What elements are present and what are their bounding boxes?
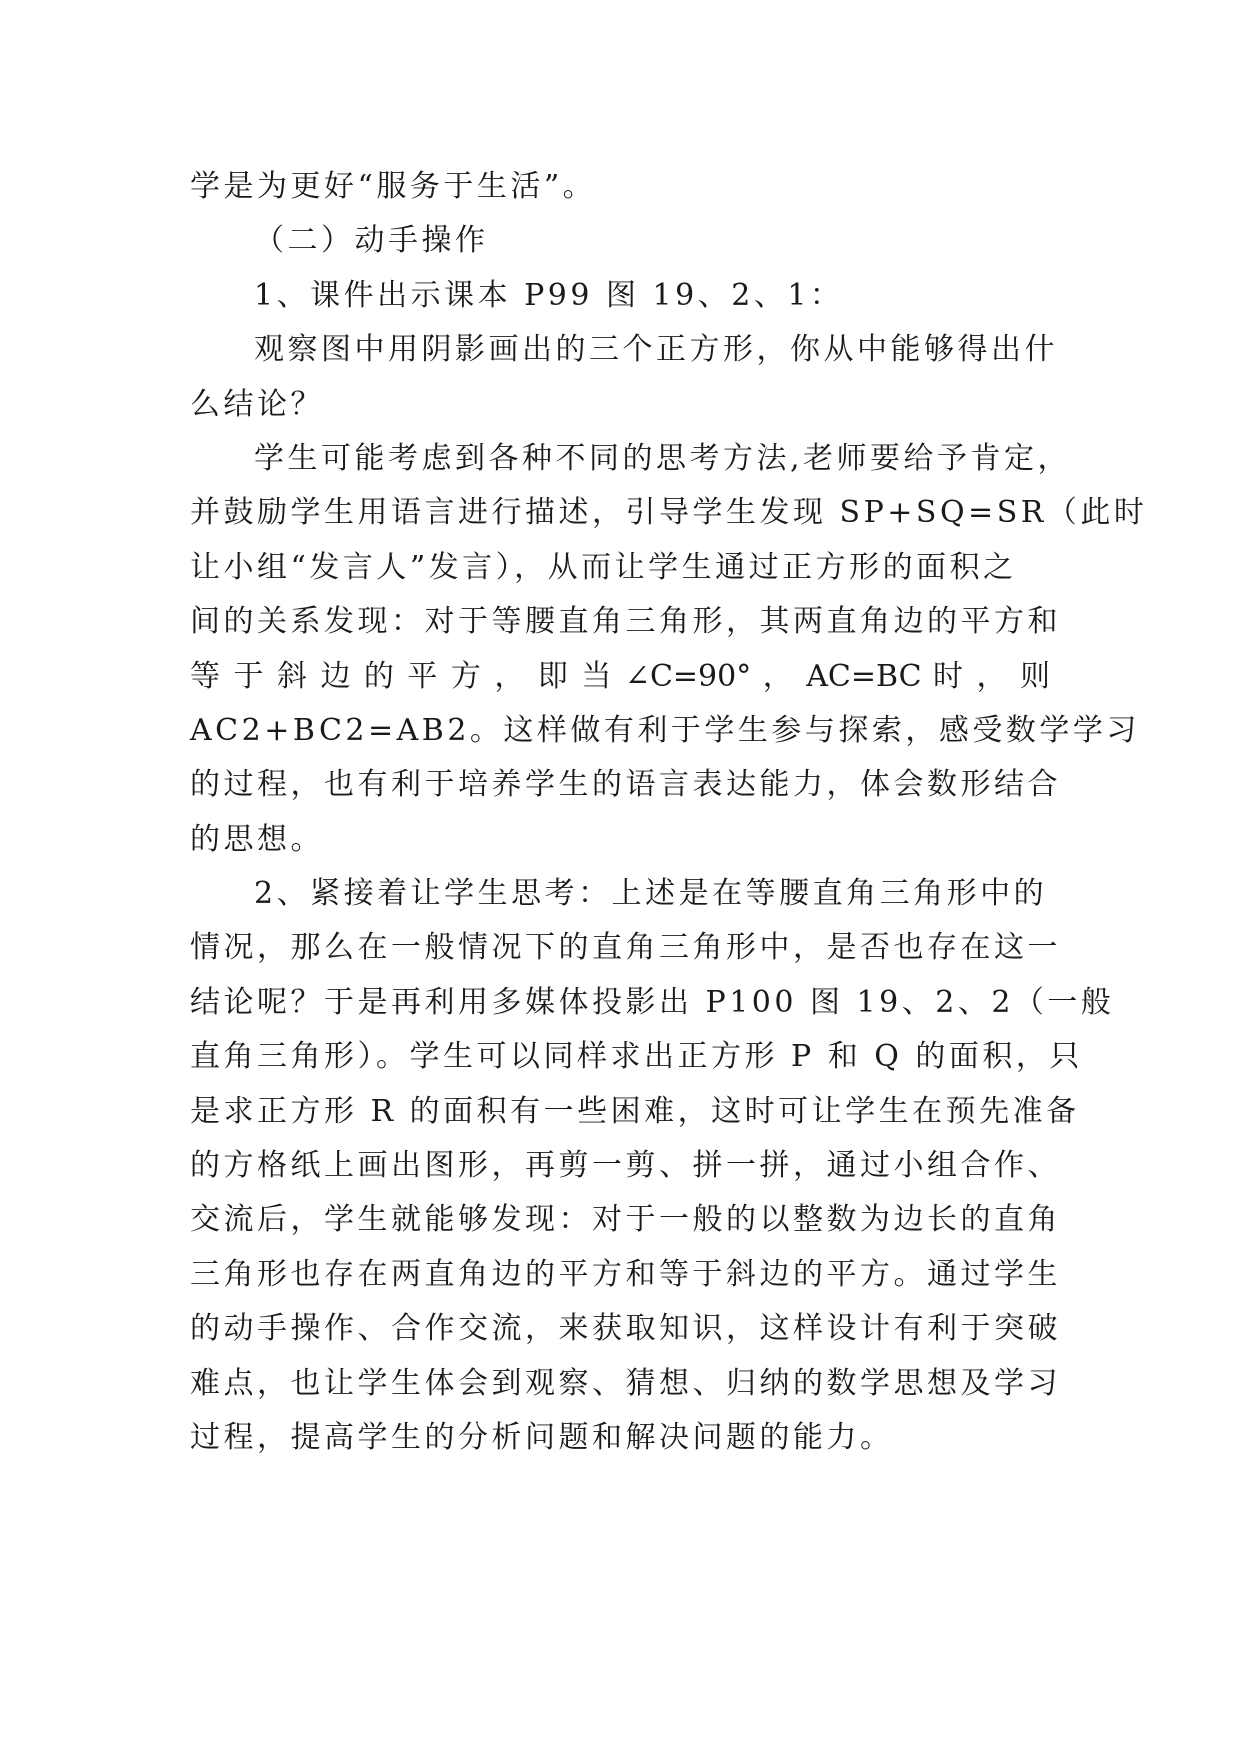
text-line: 并鼓励学生用语言进行描述，引导学生发现 SP+SQ=SR（此时 [190,495,1148,531]
text-line: 2、紧接着让学生思考：上述是在等腰直角三角形中的 [254,876,1048,912]
text-line: 学是为更好“服务于生活”。 [190,169,597,204]
text-line: 让小组“发言人”发言），从而让学生通过正方形的面积之 [190,549,1017,585]
text-line: 难点，也让学生体会到观察、猜想、归纳的数学思想及学习 [190,1365,1061,1401]
text-line: 的思想。 [190,821,324,857]
text-line: 结论呢？于是再利用多媒体投影出 P100 图 19、2、2（一般 [190,984,1115,1020]
text-line: 的过程，也有利于培养学生的语言表达能力，体会数形结合 [190,767,1061,803]
text-line: 直角三角形）。学生可以同样求出正方形 P 和 Q 的面积，只 [190,1039,1083,1075]
text-line: 的方格纸上画出图形，再剪一剪、拼一拼，通过小组合作、 [190,1148,1061,1184]
text-line: 是求正方形 R 的面积有一些困难，这时可让学生在预先准备 [190,1093,1080,1129]
text-line: 学生可能考虑到各种不同的思考方法,老师要给予肯定， [254,440,1072,476]
text-line: 过程，提高学生的分析问题和解决问题的能力。 [190,1419,894,1455]
text-line: 间的关系发现：对于等腰直角三角形，其两直角边的平方和 [190,604,1061,640]
document-body [190,160,1148,1465]
text-line: 三角形也存在两直角边的平方和等于斜边的平方。通过学生 [190,1256,1061,1292]
text-line: 观察图中用阴影画出的三个正方形，你从中能够得出什 [254,332,1058,368]
text-line: 1、课件出示课本 P99 图 19、2、1： [254,277,844,313]
text-line: 等 于 斜 边 的 平 方 ， 即 当 ∠C=90° ， AC=BC 时 ， 则 [190,658,1050,694]
text-line: （二）动手操作 [254,223,489,259]
text-line: 交流后，学生就能够发现：对于一般的以整数为边长的直角 [190,1202,1061,1238]
text-line: AC2+BC2=AB2。这样做有利于学生参与探索，感受数学学习 [190,712,1140,748]
text-line: 的动手操作、合作交流，来获取知识，这样设计有利于突破 [190,1311,1061,1347]
text-line: 情况，那么在一般情况下的直角三角形中，是否也存在这一 [190,930,1061,966]
text-line: 么结论？ [190,386,324,422]
